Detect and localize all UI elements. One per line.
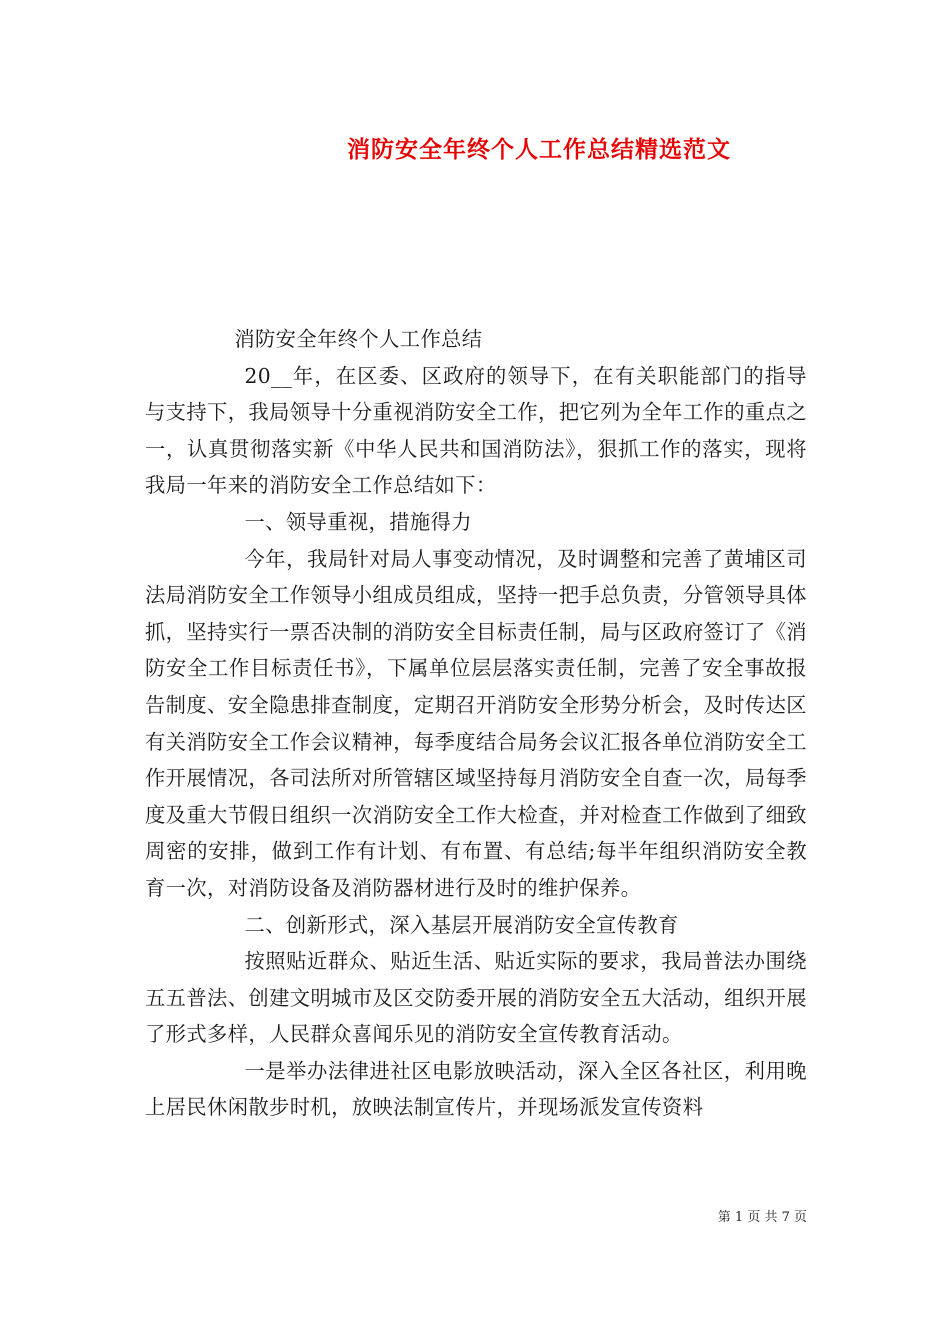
document-body bbox=[145, 321, 807, 1126]
section-heading-1: 一、领导重视，措施得力 bbox=[244, 509, 472, 534]
section-heading-2: 二、创新形式，深入基层开展消防安全宣传教育 bbox=[244, 912, 679, 937]
page-number-footer: 第 1 页 共 7 页 bbox=[717, 1210, 807, 1225]
section-1-paragraph: 今年，我局针对局人事变动情况，及时调整和完善了黄埔区司法局消防安全工作领导小组成员组成，坚持一把手总负责，分管领导具体抓，坚持实行一票否决制的消防安全目标责任制，局与区政府签订了《消防安全工作目标责任书》，下属单位层层落实责任制，完善了安全事故报告制度、安全隐患排查制度，定期召开消防安全形势分析会，及时传达区有关消防安全工作会议精神，每季度结合局务会议汇报各单位消防安全工作开展情况，各司法所对所管辖区域坚持每月消防安全自查一次，局每季度及重大节假日组织一次消防安全工作大检查，并对检查工作做到了细致周密的安排，做到工作有计划、有布置、有总结;每半年组织消防安全教育一次，对消防设备及消防器材进行及时的维护保养。 bbox=[145, 546, 807, 900]
document-title: 消防安全年终个人工作总结精选范文 bbox=[347, 136, 731, 163]
section-2-paragraph-1: 按照贴近群众、贴近生活、贴近实际的要求，我局普法办围绕五五普法、创建文明城市及区交防委开展的消防安全五大活动，组织开展了形式多样，人民群众喜闻乐见的消防安全宣传教育活动。 bbox=[145, 949, 807, 1047]
body-subtitle: 消防安全年终个人工作总结 bbox=[234, 327, 483, 351]
intro-paragraph: 20__年，在区委、区政府的领导下，在有关职能部门的指导与支持下，我局领导十分重视消防安全工作，把它列为全年工作的重点之一，认真贯彻落实新《中华人民共和国消防法》，狠抓工作的落实，现将我局一年来的消防安全工作总结如下： bbox=[145, 363, 807, 498]
section-2-paragraph-2: 一是举办法律进社区电影放映活动，深入全区各社区，利用晚上居民休闲散步时机，放映法制宣传片，并现场派发宣传资料 bbox=[145, 1058, 807, 1120]
